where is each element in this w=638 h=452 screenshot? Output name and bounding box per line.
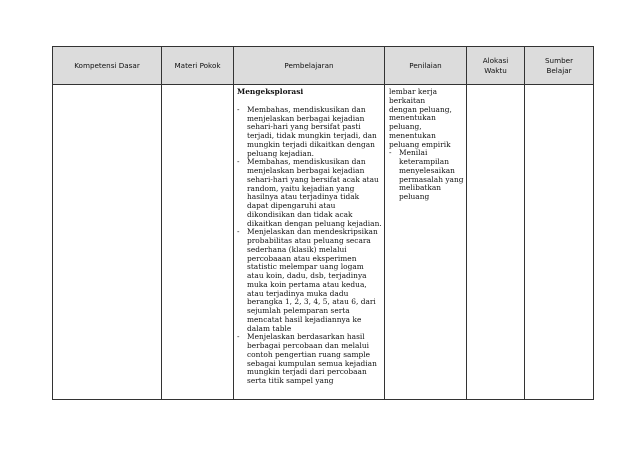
pembelajaran-heading: Mengeksplorasi bbox=[237, 87, 304, 96]
penilaian-line: lembar kerja bbox=[389, 87, 438, 96]
header-sumber-line1: Sumber bbox=[544, 55, 574, 65]
cell-alokasi-waktu bbox=[467, 85, 525, 400]
penilaian-bullet-line: menyelesaikan bbox=[399, 165, 455, 175]
penilaian-bullet-line: permasalah yang bbox=[399, 174, 464, 184]
header-alokasi-waktu bbox=[467, 47, 525, 85]
penilaian-line: dengan peluang, bbox=[389, 104, 452, 114]
list-item: - Menjelaskan dan mendeskripsikan probabilitas atau peluang secara sederhana (klasik) melalui percobaaan atau eksperimen statistic melempar uang logam atau koin, dadu, dsb, terjadinya muka koin pertama atau kedua, atau terjadinya muka dadu berangka 1, 2, 3, 4, 5, atau 6, dari sejumlah pelemparan serta mencatat hasil kejadiannya ke dalam table bbox=[237, 227, 378, 333]
penilaian-bullet-text: Menilai bbox=[399, 148, 428, 158]
penilaian-line: peluang, bbox=[389, 122, 422, 131]
header-pembelajaran: Pembelajaran bbox=[234, 47, 385, 85]
header-sumber-line2: Belajar bbox=[546, 65, 572, 75]
penilaian-bullet-line: peluang bbox=[399, 192, 430, 201]
penilaian-bullet-line: keterampilan bbox=[399, 157, 450, 166]
list-item: - Membahas, mendiskusikan dan menjelaskan berbagai kejadian sehari-hari yang bersifat pasti terjadi, tidak mungkin terjadi, dan mungkin terjadi dikaitkan dengan peluang kejadian. bbox=[237, 104, 377, 158]
header-sumber-belajar bbox=[525, 47, 594, 85]
penilaian-bullet-line: melibatkan bbox=[399, 183, 442, 193]
header-penilaian: Penilaian bbox=[385, 47, 467, 85]
list-item: - Membahas, mendiskusikan dan menjelaskan berbagai kejadian sehari-hari yang bersifat acak atau random, yaitu kejadian yang hasilnya atau terjadinya tidak dapat dipengaruhi atau dikondisikan dan tidak acak dikaitkan dengan peluang kejadian. bbox=[237, 157, 382, 228]
table-header-row bbox=[53, 47, 594, 85]
header-materi-pokok: Materi Pokok bbox=[162, 47, 234, 85]
pembelajaran-item-text: Menjelaskan berdasarkan hasil berbagai percobaan dan melalui contoh pengertian ruang sample sebagai kumpulan semua kejadian mungkin terjadi dari percobaan serta titik sampel yang bbox=[247, 332, 377, 385]
lesson-plan-table bbox=[52, 46, 594, 400]
penilaian-line: berkaitan bbox=[389, 95, 426, 105]
header-alokasi-line2: Waktu bbox=[484, 65, 507, 75]
cell-pembelajaran bbox=[234, 85, 385, 400]
penilaian-line: peluang empirik bbox=[389, 139, 451, 149]
list-item: - Menilai keterampilan menyelesaikan permasalah yang melibatkan peluang bbox=[389, 148, 464, 201]
cell-materi-pokok bbox=[162, 85, 234, 400]
list-item: - Menjelaskan berdasarkan hasil berbagai percobaan dan melalui contoh pengertian ruang sample sebagai kumpulan semua kejadian mungkin terjadi dari percobaan serta titik sampel yang bbox=[237, 332, 377, 385]
penilaian-line: menentukan bbox=[389, 113, 436, 123]
penilaian-line: menentukan bbox=[389, 130, 436, 140]
pembelajaran-item-text: Menjelaskan dan mendeskripsikan probabilitas atau peluang secara sederhana (klasik) melalui percobaaan atau eksperimen statistic melempar uang logam atau koin, dadu, dsb, terjadinya muka koin pertama atau kedua, atau terjadinya muka dadu berangka 1, 2, 3, 4, 5, atau 6, dari sejumlah pelemparan serta mencatat hasil kejadiannya ke dalam table bbox=[247, 227, 378, 333]
header-kompetensi-dasar: Kompetensi Dasar bbox=[53, 47, 162, 85]
cell-kompetensi-dasar bbox=[53, 85, 162, 400]
pembelajaran-list bbox=[237, 106, 382, 386]
header-alokasi-line1: Alokasi bbox=[482, 55, 509, 65]
pembelajaran-item-text: Membahas, mendiskusikan dan menjelaskan berbagai kejadian sehari-hari yang bersifat acak atau random, yaitu kejadian yang hasilnya atau terjadinya tidak dapat dipengaruhi atau dikondisikan dan tidak acak dikaitkan dengan peluang kejadian. bbox=[247, 157, 382, 228]
pembelajaran-item-text: Membahas, mendiskusikan dan menjelaskan berbagai kejadian sehari-hari yang bersifat pasti terjadi, tidak mungkin terjadi, dan mungkin terjadi dikaitkan dengan peluang kejadian. bbox=[247, 104, 377, 158]
penilaian-list bbox=[389, 149, 464, 202]
table-row bbox=[53, 85, 594, 400]
cell-penilaian bbox=[385, 85, 467, 400]
cell-sumber-belajar bbox=[525, 85, 594, 400]
